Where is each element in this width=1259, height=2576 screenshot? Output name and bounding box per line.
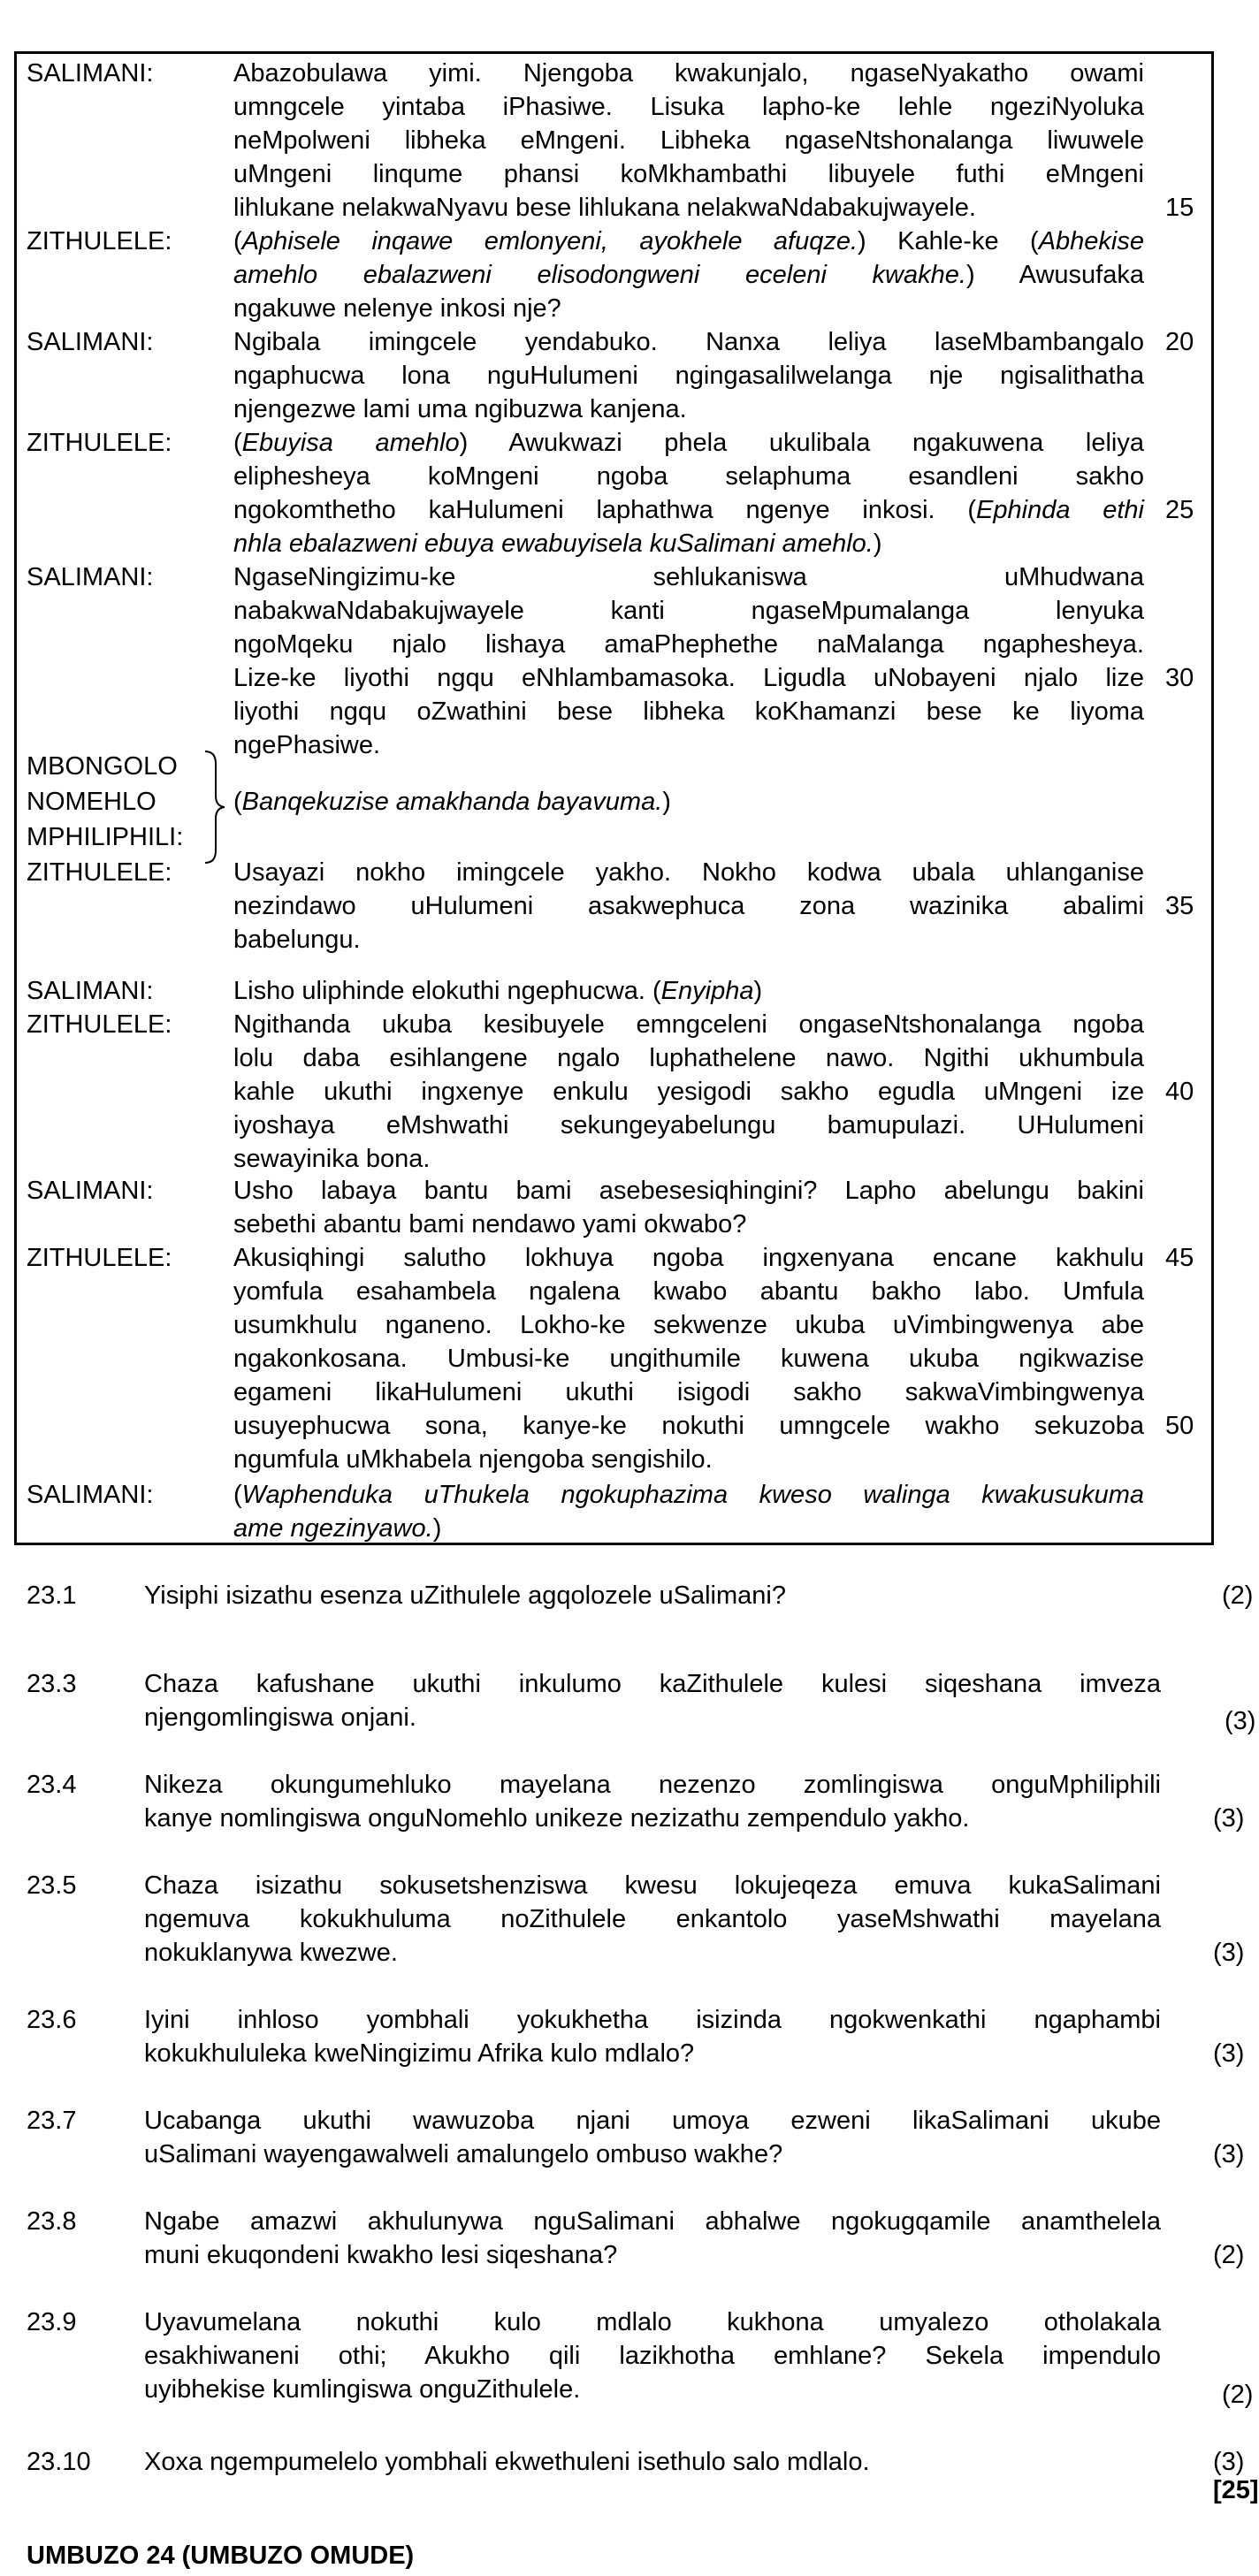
- dialogue-line: njengezwe lami uma ngibuzwa kanjena.: [233, 395, 687, 423]
- dialogue-line: sewayinika bona.: [233, 1145, 431, 1173]
- dialogue-line: lihlukane nelakwaNyavu bese lihlukana nelakwaNdabakujwayele.: [233, 194, 976, 222]
- question-number: 23.4: [27, 1771, 77, 1799]
- dialogue-line: Usho labaya bantu bami asebesesiqhingini? Lapho abelungu bakini: [233, 1177, 1144, 1205]
- question-text: nokuklanywa kwezwe.: [144, 1939, 398, 1967]
- dialogue-line: yomfula esahambela ngalena kwabo abantu bakho labo. Umfula: [233, 1277, 1144, 1306]
- dialogue-line: Akusiqhingi salutho lokhuya ngoba ingxenyana encane kakhulu: [233, 1244, 1144, 1272]
- dialogue-line: (Waphenduka uThukela ngokuphazima kweso walinga kwakusukuma: [233, 1481, 1144, 1509]
- dialogue-line: (Banqekuzise amakhanda bayavuma.): [233, 788, 671, 816]
- question-mark: (3): [1213, 2039, 1245, 2068]
- question-number: 23.5: [27, 1871, 77, 1900]
- dialogue-line: ngumfula uMkhabela njengoba sengishilo.: [233, 1445, 713, 1474]
- dialogue-line: liyothi ngqu oZwathini bese libheka koKhamanzi bese ke liyoma: [233, 697, 1144, 726]
- speaker-label: SALIMANI:: [27, 1481, 154, 1509]
- next-question-heading: UMBUZO 24 (UMBUZO OMUDE): [27, 2542, 415, 2570]
- dialogue-line: ngePhasiwe.: [233, 731, 381, 759]
- dialogue-line: eliphesheya koMngeni ngoba selaphuma esandleni sakho: [233, 462, 1144, 491]
- line-number: 50: [1165, 1412, 1194, 1440]
- dialogue-line: ngakonkosana. Umbusi-ke ungithumile kuwena ukuba ngikwazise: [233, 1345, 1144, 1373]
- question-text: Iyini inhloso yombhali yokukhetha isizinda ngokwenkathi ngaphambi: [144, 2006, 1161, 2034]
- speaker-label: ZITHULELE:: [27, 227, 172, 255]
- question-number: 23.1: [27, 1581, 77, 1610]
- question-text: Ucabanga ukuthi wawuzoba njani umoya ezweni likaSalimani ukube: [144, 2107, 1161, 2135]
- speaker-label: SALIMANI:: [27, 328, 154, 356]
- speaker-label: NOMEHLO: [27, 788, 156, 816]
- dialogue-line: usuyephucwa sona, kanye-ke nokuthi umngcele wakho sekuzoba: [233, 1412, 1144, 1440]
- dialogue-line: babelungu.: [233, 926, 361, 954]
- question-mark: (3): [1213, 2448, 1245, 2476]
- dialogue-line: (Ebuyisa amehlo) Awukwazi phela ukulibala ngakuwena leliya: [233, 429, 1144, 457]
- dialogue-line: nhla ebalazweni ebuya ewabuyisela kuSalimani amehlo.): [233, 530, 882, 558]
- line-number: 35: [1165, 892, 1194, 920]
- stage-direction: amehlo ebalazweni elisodongweni eceleni kwakhe.: [233, 261, 966, 289]
- question-mark: (2): [1222, 2381, 1254, 2409]
- speaker-label: ZITHULELE:: [27, 858, 172, 887]
- stage-direction: Abhekise: [1038, 227, 1144, 255]
- dialogue-line: ngaphucwa lona nguHulumeni ngingasalilwelanga nje ngisalithatha: [233, 362, 1144, 390]
- question-mark: (3): [1213, 1804, 1245, 1833]
- stage-direction: Banqekuzise amakhanda bayavuma.: [241, 788, 663, 816]
- question-text: kanye nomlingiswa onguNomehlo unikeze nezizathu zempendulo yakho.: [144, 1804, 970, 1833]
- dialogue-line: kahle ukuthi ingxenye enkulu yesigodi sakho egudla uMngeni ize: [233, 1078, 1144, 1106]
- total-mark: [25]: [1213, 2476, 1259, 2504]
- question-number: 23.9: [27, 2308, 77, 2336]
- speaker-label: ZITHULELE:: [27, 429, 172, 457]
- question-mark: (3): [1213, 1939, 1245, 1967]
- dialogue-line: ame ngezinyawo.): [233, 1514, 442, 1543]
- stage-direction: nhla ebalazweni ebuya ewabuyisela kuSalimani amehlo.: [233, 530, 874, 558]
- dialogue-line: ngakuwe nelenye inkosi nje?: [233, 294, 561, 323]
- dialogue-line: iyoshaya eMshwathi sekungeyabelungu bamupulazi. UHulumeni: [233, 1111, 1144, 1139]
- question-number: 23.8: [27, 2207, 77, 2236]
- dialogue-line: amehlo ebalazweni elisodongweni eceleni kwakhe.) Awusufaka: [233, 261, 1144, 289]
- question-text: kokukhululeka kweNingizimu Afrika kulo mdlalo?: [144, 2039, 695, 2068]
- question-text: Uyavumelana nokuthi kulo mdlalo kukhona umyalezo otholakala: [144, 2308, 1161, 2336]
- speaker-label: MPHILIPHILI:: [27, 823, 184, 851]
- curly-brace-icon: [203, 750, 226, 865]
- speaker-label: MBONGOLO: [27, 752, 178, 781]
- question-text: Chaza isizathu sokusetshenziswa kwesu lokujeqeza emuva kukaSalimani: [144, 1871, 1161, 1900]
- dialogue-line: ngokomthetho kaHulumeni laphathwa ngenye inkosi. (Ephinda ethi: [233, 496, 1144, 524]
- question-text: Xoxa ngempumelelo yombhali ekwethuleni isethulo salo mdlalo.: [144, 2448, 870, 2476]
- question-text: esakhiwaneni othi; Akukho qili lazikhotha emhlane? Sekela impendulo: [144, 2342, 1161, 2370]
- question-text: uSalimani wayengawalweli amalungelo ombuso wakhe?: [144, 2140, 783, 2168]
- stage-direction: ame ngezinyawo.: [233, 1514, 433, 1543]
- question-number: 23.6: [27, 2006, 77, 2034]
- question-number: 23.10: [27, 2448, 91, 2476]
- dialogue-line: ngoMqeku njalo lishaya amaPhephethe naMalanga ngaphesheya.: [233, 630, 1144, 659]
- stage-direction: Ephinda ethi: [976, 496, 1144, 524]
- stage-direction: Ebuyisa amehlo: [241, 429, 460, 457]
- dialogue-line: neMpolweni libheka eMngeni. Libheka ngaseNtshonalanga liwuwele: [233, 126, 1144, 155]
- dialogue-line: NgaseNingizimu-ke sehlukaniswa uMhudwana: [233, 563, 1144, 591]
- question-text: ngemuva kokukhuluma noZithulele enkantolo yaseMshwathi mayelana: [144, 1905, 1161, 1933]
- question-mark: (3): [1213, 2140, 1245, 2168]
- line-number: 15: [1165, 194, 1194, 222]
- dialogue-line: lolu daba esihlangene ngalo luphathelene nawo. Ngithi ukhumbula: [233, 1044, 1144, 1072]
- dialogue-line: Ngibala imingcele yendabuko. Nanxa leliya laseMbambangalo: [233, 328, 1144, 356]
- question-text: Ngabe amazwi akhulunywa nguSalimani abhalwe ngokugqamile anamthelela: [144, 2207, 1161, 2236]
- question-text: muni ekuqondeni kwakho lesi siqeshana?: [144, 2241, 618, 2269]
- dialogue-line: egameni likaHulumeni ukuthi isigodi sakho sakwaVimbingwenya: [233, 1378, 1144, 1406]
- question-number: 23.7: [27, 2107, 77, 2135]
- dialogue-line: Lize-ke liyothi ngqu eNhlambamasoka. Ligudla uNobayeni njalo lize: [233, 664, 1144, 692]
- dialogue-line: umngcele yintaba iPhasiwe. Lisuka lapho-ke lehle ngeziNyoluka: [233, 93, 1144, 121]
- question-mark: (2): [1222, 1581, 1254, 1610]
- dialogue-line: nabakwaNdabakujwayele kanti ngaseMpumalanga lenyuka: [233, 597, 1144, 625]
- speaker-label: ZITHULELE:: [27, 1244, 172, 1272]
- question-text: uyibhekise kumlingiswa onguZithulele.: [144, 2375, 581, 2404]
- line-number: 45: [1165, 1244, 1194, 1272]
- speaker-label: SALIMANI:: [27, 59, 154, 88]
- stage-direction: Waphenduka uThukela ngokuphazima kweso walinga kwakusukuma: [241, 1481, 1144, 1509]
- dialogue-line: Ngithanda ukuba kesibuyele emngceleni ongaseNtshonalanga ngoba: [233, 1010, 1144, 1039]
- speaker-label: SALIMANI:: [27, 563, 154, 591]
- dialogue-line: Abazobulawa yimi. Njengoba kwakunjalo, ngaseNyakatho owami: [233, 59, 1144, 88]
- dialogue-line: nezindawo uHulumeni asakwephuca zona wazinika abalimi: [233, 892, 1144, 920]
- question-text: njengomlingiswa onjani.: [144, 1703, 416, 1732]
- line-number: 40: [1165, 1078, 1194, 1106]
- dialogue-line: (Aphisele inqawe emlonyeni, ayokhele afuqze.) Kahle-ke (Abhekise: [233, 227, 1144, 255]
- question-text: Yisiphi isizathu esenza uZithulele agqolozele uSalimani?: [144, 1581, 786, 1610]
- dialogue-line: Usayazi nokho imingcele yakho. Nokho kodwa ubala uhlanganise: [233, 858, 1144, 887]
- dialogue-line: sebethi abantu bami nendawo yami okwabo?: [233, 1210, 747, 1238]
- dialogue-line: usumkhulu nganeno. Lokho-ke sekwenze ukuba uVimbingwenya abe: [233, 1311, 1144, 1339]
- line-number: 25: [1165, 496, 1194, 524]
- line-number: 30: [1165, 664, 1194, 692]
- question-number: 23.3: [27, 1670, 77, 1698]
- line-number: 20: [1165, 328, 1194, 356]
- dialogue-line: uMngeni linqume phansi koMkhambathi libuyele futhi eMngeni: [233, 160, 1144, 188]
- stage-direction: Enyipha: [660, 977, 754, 1005]
- speaker-label: SALIMANI:: [27, 1177, 154, 1205]
- stage-direction: Aphisele inqawe emlonyeni, ayokhele afuqze.: [241, 227, 858, 255]
- question-mark: (3): [1225, 1707, 1256, 1735]
- dialogue-line: Lisho uliphinde elokuthi ngephucwa. (Enyipha): [233, 977, 763, 1005]
- question-text: Nikeza okungumehluko mayelana nezenzo zomlingiswa onguMphiliphili: [144, 1771, 1161, 1799]
- question-mark: (2): [1213, 2241, 1245, 2269]
- speaker-label: ZITHULELE:: [27, 1010, 172, 1039]
- question-text: Chaza kafushane ukuthi inkulumo kaZithulele kulesi siqeshana imveza: [144, 1670, 1161, 1698]
- speaker-label: SALIMANI:: [27, 977, 154, 1005]
